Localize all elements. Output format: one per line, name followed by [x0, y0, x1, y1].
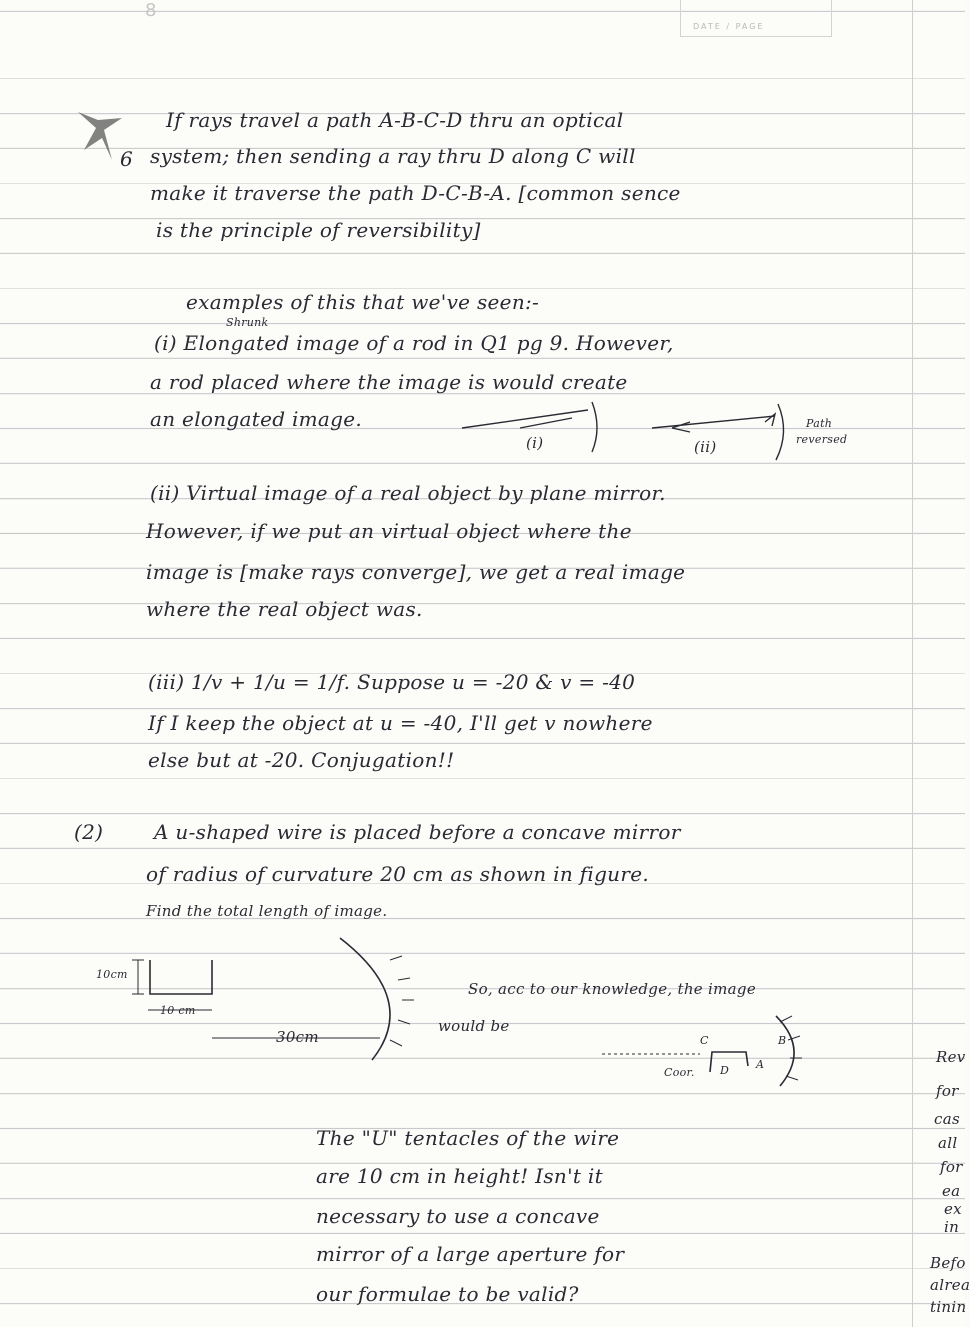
q2-number: (2) — [74, 820, 104, 844]
margin-note-10: alrea — [930, 1276, 970, 1294]
margin-note-5: for — [940, 1158, 963, 1176]
answer-line-1: So, acc to our knowledge, the image — [468, 980, 756, 998]
image-label-coor: Coor. — [664, 1066, 695, 1079]
fig-distance-label: 30cm — [276, 1028, 319, 1046]
question-line-5: our formulae to be valid? — [316, 1282, 579, 1306]
q6-line-2: system; then sending a ray thru D along C will — [150, 144, 636, 168]
correction-shrunk: Shrunk — [226, 316, 269, 329]
example-ii-line-1: (ii) Virtual image of a real object by plane mirror. — [150, 481, 666, 505]
bleed-through-mark: 8 — [145, 0, 157, 21]
margin-note-1: Rev — [936, 1048, 966, 1066]
q2-line-1: A u-shaped wire is placed before a concave mirror — [154, 820, 681, 844]
u-wire — [150, 960, 212, 994]
margin-note-2: for — [936, 1082, 959, 1100]
image-label-b: B — [778, 1034, 787, 1047]
example-i-line-2: a rod placed where the image is would create — [150, 370, 628, 394]
q6-line-3: make it traverse the path D-C-B-A. [common sence — [150, 181, 681, 205]
question-line-4: mirror of a large aperture for — [316, 1242, 625, 1266]
margin-note-4: all — [938, 1134, 958, 1152]
question-line-3: necessary to use a concave — [316, 1204, 600, 1228]
image-label-a: A — [756, 1058, 765, 1071]
example-i-line-1: (i) Elongated image of a rod in Q1 pg 9. However, — [154, 331, 674, 355]
image-label-d: D — [720, 1064, 730, 1077]
example-ii-line-2: However, if we put an virtual object where the — [146, 519, 632, 543]
q6-number: 6 — [120, 147, 134, 171]
question-line-1: The "U" tentacles of the wire — [316, 1126, 620, 1150]
small-mirror — [776, 1016, 794, 1086]
example-ii-line-4: where the real object was. — [146, 597, 423, 621]
margin-note-9: Befo — [930, 1254, 966, 1272]
question-line-2: are 10 cm in height! Isn't it — [316, 1164, 603, 1188]
example-iii-line-1: (iii) 1/v + 1/u = 1/f. Suppose u = -20 & v = -40 — [148, 670, 636, 694]
fig-label-i: (i) — [526, 434, 544, 452]
example-iii-line-2: If I keep the object at u = -40, I'll get v nowhere — [148, 711, 653, 735]
image-label-c: C — [700, 1034, 709, 1047]
margin-note-11: tinin — [930, 1298, 967, 1316]
concave-mirror — [340, 938, 390, 1060]
margin-note-8: in — [944, 1218, 960, 1236]
date-page-box-label: DATE / PAGE — [693, 22, 765, 31]
margin-note-7: ex — [944, 1200, 962, 1218]
fig-label-ii: (ii) — [694, 438, 717, 456]
examples-heading: examples of this that we've seen:- — [186, 290, 540, 314]
q2-line-3: Find the total length of image. — [146, 902, 388, 920]
height-marker — [132, 960, 144, 994]
example-iii-line-3: else but at -20. Conjugation!! — [148, 748, 455, 772]
answer-line-2: would be — [438, 1017, 510, 1035]
q2-line-2: of radius of curvature 20 cm as shown in figure. — [146, 862, 650, 886]
path-reversed-note-1: Path — [806, 417, 833, 430]
path-reversed-note-2: reversed — [796, 433, 848, 446]
example-i-line-3: an elongated image. — [150, 407, 363, 431]
margin-note-6: ea — [942, 1182, 961, 1200]
q6-line-1: If rays travel a path A-B-C-D thru an optical — [166, 108, 624, 132]
fig-height-label: 10cm — [96, 968, 128, 981]
fig-width-label: 10 cm — [160, 1004, 196, 1017]
margin-note-3: cas — [934, 1110, 960, 1128]
example-ii-line-3: image is [make rays converge], we get a real image — [146, 560, 686, 584]
q6-line-4: is the principle of reversibility] — [156, 218, 481, 242]
